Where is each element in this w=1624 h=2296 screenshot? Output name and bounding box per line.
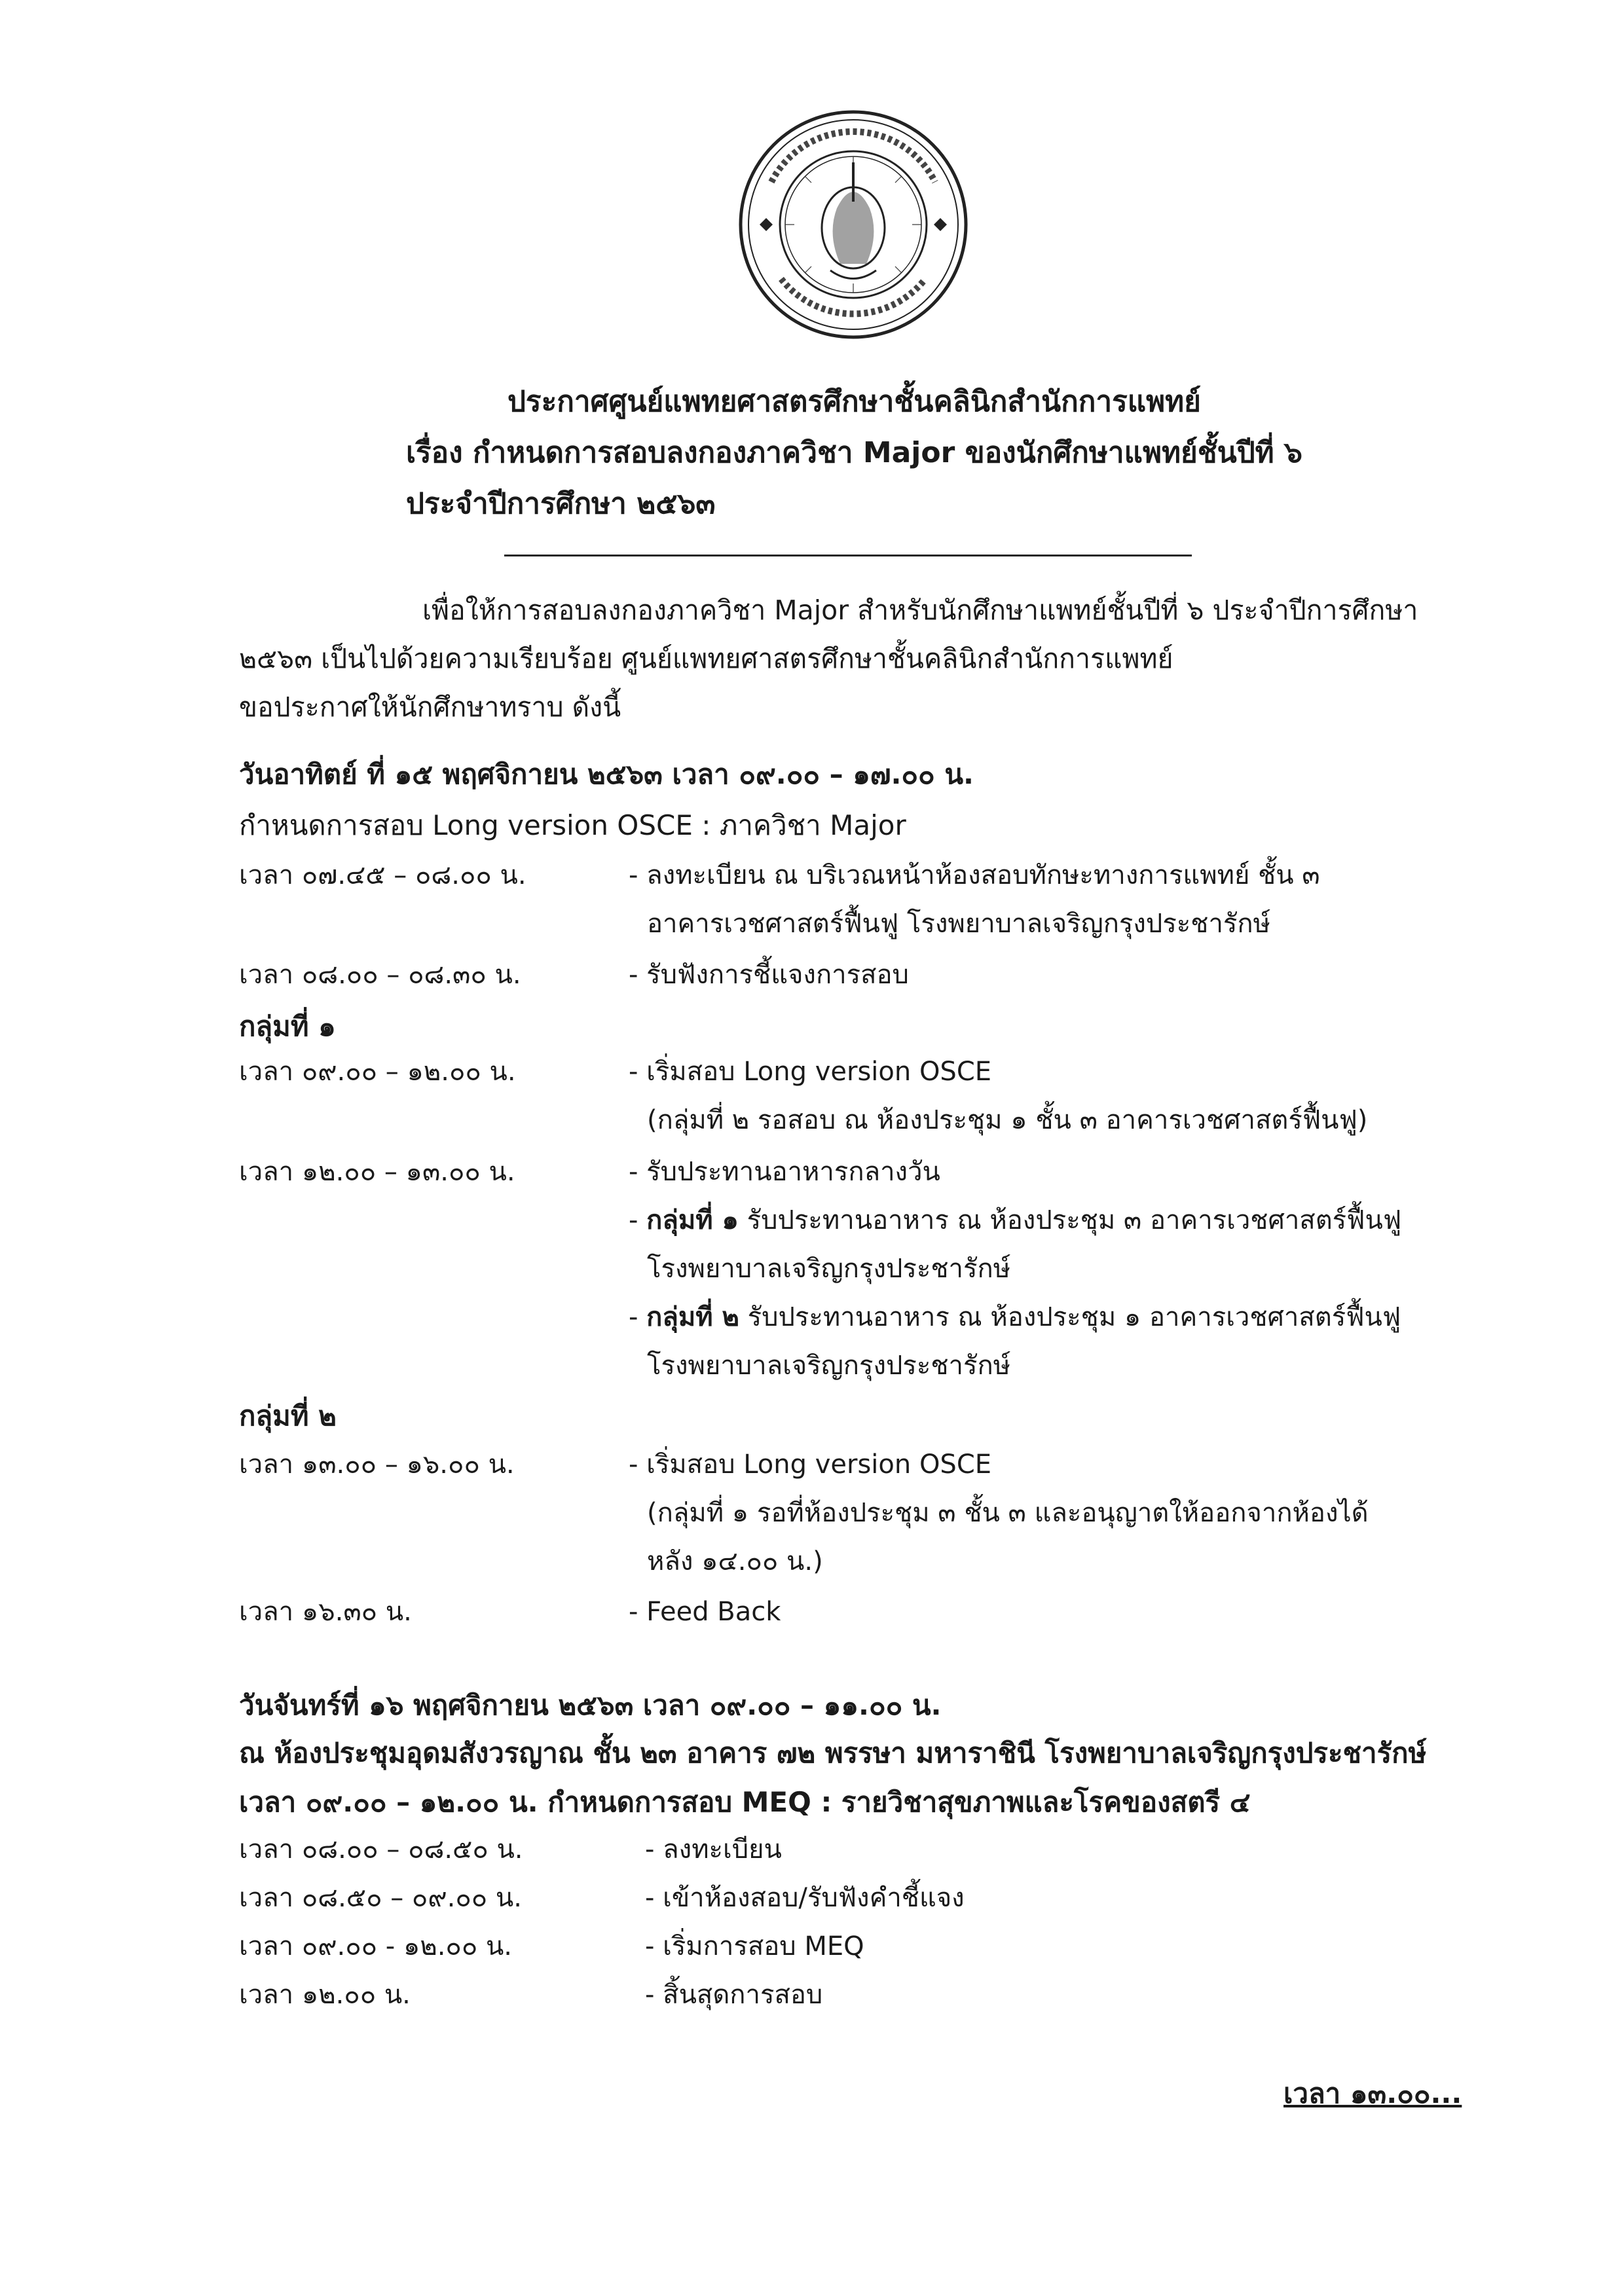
header-year: ประจำปีการศึกษา ๒๕๖๓ <box>406 487 716 520</box>
schedule-time: เวลา ๑๖.๓๐ น. <box>239 1597 412 1627</box>
announcement-header <box>406 376 1519 530</box>
day2-title: วันจันทร์ที่ ๑๖ พฤศจิกายน ๒๕๖๓ เวลา ๐๙.๐๐ – ๑๑.๐๐ น. <box>239 1689 942 1721</box>
schedule-desc: - Feed Back <box>629 1597 781 1627</box>
schedule-time: เวลา ๑๒.๐๐ น. <box>239 1980 411 2010</box>
header-divider <box>504 555 1192 556</box>
day1-title: วันอาทิตย์ ที่ ๑๕ พฤศจิกายน ๒๕๖๓ เวลา ๐๙.๐๐ – ๑๗.๐๐ น. <box>239 758 974 790</box>
day2-subtitle: เวลา ๐๙.๐๐ – ๑๒.๐๐ น. กำหนดการสอบ MEQ : รายวิชาสุขภาพและโรคของสตรี ๔ <box>239 1786 1251 1818</box>
header-line-1: ประกาศศูนย์แพทยศาสตรศึกษาชั้นคลินิกสำนักการแพทย์ <box>507 385 1201 418</box>
schedule-desc: - ลงทะเบียน <box>645 1834 782 1865</box>
schedule-time: เวลา ๐๗.๔๕ – ๐๘.๐๐ น. <box>239 860 526 890</box>
continued-next-page: เวลา ๑๓.๐๐... <box>1283 2077 1462 2109</box>
day2-venue: ณ ห้องประชุมอุดมสังวรญาณ ชั้น ๒๓ อาคาร ๗๒ พรรษา มหาราชินี โรงพยาบาลเจริญกรุงประชารักษ์ <box>239 1737 1427 1769</box>
schedule-desc: - เริ่มการสอบ MEQ <box>645 1931 864 1961</box>
schedule-time: เวลา ๐๙.๐๐ – ๑๒.๐๐ น. <box>239 1057 516 1087</box>
intro-line-1: เพื่อให้การสอบลงกองภาควิชา Major สำหรับนักศึกษาแพทย์ชั้นปีที่ ๖ ประจำปีการศึกษา <box>422 594 1418 626</box>
header-subject: เรื่อง กำหนดการสอบลงกองภาควิชา Major ของนักศึกษาแพทย์ชั้นปีที่ ๖ <box>406 436 1302 469</box>
group-2-heading: กลุ่มที่ ๒ <box>239 1400 337 1432</box>
schedule-time: เวลา ๑๓.๐๐ – ๑๖.๐๐ น. <box>239 1449 515 1480</box>
schedule-time: เวลา ๑๒.๐๐ – ๑๓.๐๐ น. <box>239 1157 515 1187</box>
schedule-time: เวลา ๐๙.๐๐ - ๑๒.๐๐ น. <box>239 1931 513 1961</box>
group-1-heading: กลุ่มที่ ๑ <box>239 1010 336 1042</box>
schedule-time: เวลา ๐๘.๐๐ – ๐๘.๕๐ น. <box>239 1834 523 1865</box>
schedule-time: เวลา ๐๘.๐๐ – ๐๘.๓๐ น. <box>239 960 521 990</box>
schedule-desc: - เริ่มสอบ Long version OSCE (กลุ่มที่ ๑ รอที่ห้องประชุม ๓ ชั้น ๓ และอนุญาตให้ออกจากห้องได้ หลัง ๑๔.๐๐ น.) <box>629 1449 1369 1576</box>
intro-line-3: ขอประกาศให้นักศึกษาทราบ ดังนี้ <box>239 691 621 723</box>
schedule-desc: - รับประทานอาหารกลางวัน - กลุ่มที่ ๑ รับประทานอาหาร ณ ห้องประชุม ๓ อาคารเวชศาสตร์ฟื้นฟู โรงพยาบาลเจริญกรุงประชารักษ์ - กลุ่มที่ ๒ รับประทานอาหาร ณ ห้องประชุม ๑ อาคารเวชศาสตร์ฟื้นฟู โรงพยาบาลเจริญกรุงประชารักษ์ <box>629 1157 1402 1381</box>
schedule-desc: - เริ่มสอบ Long version OSCE (กลุ่มที่ ๒ รอสอบ ณ ห้องประชุม ๑ ชั้น ๓ อาคารเวชศาสตร์ฟื้นฟู) <box>629 1057 1368 1135</box>
day1-subtitle: กำหนดการสอบ Long version OSCE : ภาควิชา Major <box>239 809 906 841</box>
schedule-desc: - รับฟังการชี้แจงการสอบ <box>629 960 909 990</box>
intro-line-2: ๒๕๖๓ เป็นไปด้วยความเรียบร้อย ศูนย์แพทยศาสตรศึกษาชั้นคลินิกสำนักการแพทย์ <box>239 643 1173 674</box>
schedule-desc: - ลงทะเบียน ณ บริเวณหน้าห้องสอบทักษะทางการแพทย์ ชั้น ๓ อาคารเวชศาสตร์ฟื้นฟู โรงพยาบาลเจริญกรุงประชารักษ์ <box>629 860 1320 939</box>
schedule-desc: - เข้าห้องสอบ/รับฟังคำชี้แจง <box>645 1883 965 1913</box>
intro-paragraph <box>239 586 1450 731</box>
bma-medical-seal-icon <box>732 103 974 346</box>
schedule-desc: - สิ้นสุดการสอบ <box>645 1980 823 2010</box>
schedule-time: เวลา ๐๘.๕๐ – ๐๙.๐๐ น. <box>239 1883 522 1913</box>
